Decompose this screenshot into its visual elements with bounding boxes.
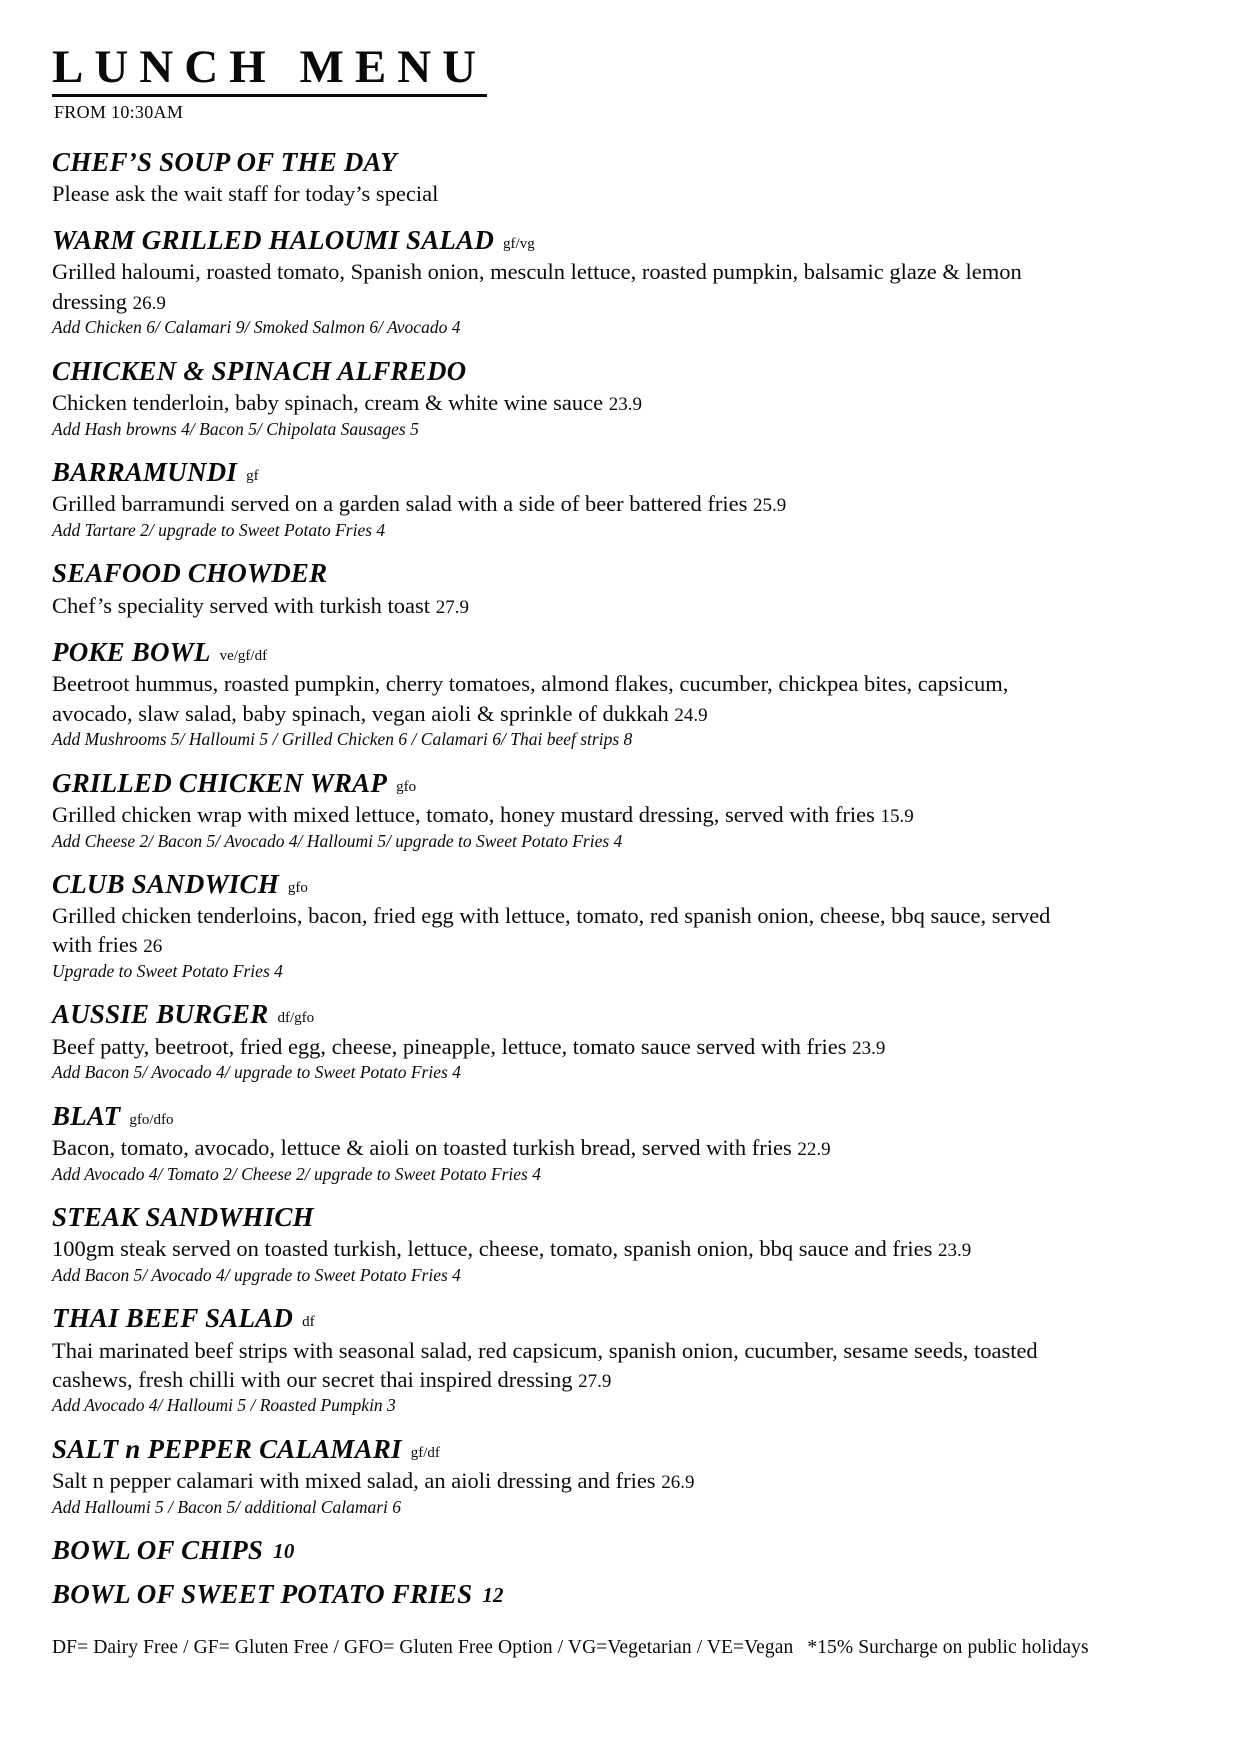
menu-item [52,356,1187,440]
menu-item-name: SALT n PEPPER CALAMARI gf/df [52,1433,440,1464]
menu-item-description [52,800,1052,830]
menu-item-addons: Add Avocado 4/ Halloumi 5 / Roasted Pumpkin 3 [52,1395,396,1416]
menu-item-name: BARRAMUNDI gf [52,457,259,487]
menu-item [52,558,1187,620]
menu-item-addons: Add Hash browns 4/ Bacon 5/ Chipolata Sausages 5 [52,418,419,439]
dietary-tag: gfo [287,879,308,896]
menu-item-description [52,1234,1052,1264]
menu-item-addons: Upgrade to Sweet Potato Fries 4 [52,961,283,982]
menu-item-price: 26 [143,936,163,958]
menu-item-price: 26.9 [661,1472,695,1494]
menu-item-name: CHICKEN & SPINACH ALFREDO [52,355,467,386]
menu-item [52,1434,1187,1518]
menu-item [52,768,1187,852]
description-text: Bacon, tomato, avocado, lettuce & aioli on toasted turkish bread, served with fries [52,1134,792,1160]
menu-item [52,999,1187,1083]
dietary-legend [52,1636,1187,1659]
menu-item-price: 12 [482,1583,504,1608]
menu-item-name: WARM GRILLED HALOUMI SALAD gf/vg [52,225,535,256]
dietary-tag: gf [246,468,259,484]
menu-item [52,1535,1187,1565]
description-text: Grilled chicken wrap with mixed lettuce, tomato, honey mustard dressing, served with fries [52,801,875,827]
menu-item-name: CLUB SANDWICH gfo [52,868,308,899]
menu-item-addons: Add Cheese 2/ Bacon 5/ Avocado 4/ Halloumi 5/ upgrade to Sweet Potato Fries 4 [52,830,623,851]
dietary-tag: gf/vg [503,236,535,253]
menu-item-description [52,1032,1052,1062]
menu-item-name: BOWL OF CHIPS 10 [52,1535,295,1566]
menu-item-description [52,1133,1052,1163]
description-text: Chicken tenderloin, baby spinach, cream & white wine sauce [52,389,604,415]
description-text: Grilled haloumi, roasted tomato, Spanish onion, mesculn lettuce, roasted pumpkin, balsamic glaze & lemon dressing [52,259,1022,314]
menu-item-addons: Add Chicken 6/ Calamari 9/ Smoked Salmon 6/ Avocado 4 [52,317,461,338]
menu-item-price: 25.9 [752,495,787,517]
menu-item-price: 23.9 [938,1240,972,1262]
description-text: Please ask the wait staff for today’s special [52,180,439,206]
menu-item-addons: Add Avocado 4/ Tomato 2/ Cheese 2/ upgrade to Sweet Potato Fries 4 [52,1163,541,1184]
menu-item [52,1101,1187,1185]
description-text: Chef’s speciality served with turkish toast [52,592,431,618]
menu-item-description [52,591,1052,621]
menu-item [52,1579,1187,1609]
menu-item-description [52,1336,1052,1395]
surcharge-note: *15% Surcharge on public holidays [807,1636,1089,1658]
menu-item-description [52,388,1052,418]
menu-item-description [52,669,1052,728]
description-text: Beef patty, beetroot, fried egg, cheese, pineapple, lettuce, tomato sauce served with fries [52,1033,847,1059]
menu-item-price: 10 [273,1539,295,1564]
menu-item [52,147,1187,208]
menu-item-name: BLAT gfo/dfo [52,1100,174,1131]
dietary-tag: gfo/dfo [129,1111,174,1128]
menu-item-description [52,1466,1052,1496]
menu-item-description [52,901,1052,960]
menu-item-price: 22.9 [797,1138,831,1160]
dietary-tag: df [302,1314,315,1331]
legend-abbreviations: DF= Dairy Free / GF= Gluten Free / GFO= Gluten Free Option / VG=Vegetarian / VE=Vegan [52,1636,794,1658]
menu-item-name: AUSSIE BURGER df/gfo [52,999,315,1030]
dietary-tag: ve/gf/df [219,648,268,665]
menu-item-name: POKE BOWL ve/gf/df [52,637,268,668]
menu-item-name: CHEF’S SOUP OF THE DAY [52,146,397,177]
menu-item [52,225,1187,339]
menu-item-addons: Add Bacon 5/ Avocado 4/ upgrade to Sweet Potato Fries 4 [52,1264,461,1285]
menu-item [52,1303,1187,1417]
service-hours: FROM 10:30AM [54,101,184,122]
description-text: Salt n pepper calamari with mixed salad, an aioli dressing and fries [52,1468,656,1494]
dietary-tag: gfo [396,778,417,795]
menu-item-price: 24.9 [674,704,708,726]
menu-item-list [52,147,1187,1610]
menu-item-name: GRILLED CHICKEN WRAP gfo [52,767,417,798]
dietary-tag: df/gfo [277,1010,315,1027]
menu-item-addons: Add Bacon 5/ Avocado 4/ upgrade to Sweet Potato Fries 4 [52,1062,461,1083]
menu-item-price: 27.9 [578,1370,612,1392]
menu-item-name: SEAFOOD CHOWDER [52,558,328,589]
menu-item-price: 27.9 [435,596,469,618]
menu-item-price: 15.9 [880,805,914,827]
menu-item [52,457,1187,541]
menu-item-description [52,489,1052,519]
menu-item [52,869,1187,983]
dietary-tag: gf/df [410,1444,440,1461]
menu-item-addons: Add Mushrooms 5/ Halloumi 5 / Grilled Chicken 6 / Calamari 6/ Thai beef strips 8 [52,729,633,750]
menu-item-price: 26.9 [132,292,166,314]
menu-item-addons: Add Halloumi 5 / Bacon 5/ additional Calamari 6 [52,1496,402,1517]
description-text: Beetroot hummus, roasted pumpkin, cherry tomatoes, almond flakes, cucumber, chickpea bites, capsicum, avocado, slaw salad, baby spinach, vegan aioli & sprinkle of dukkah [52,671,1009,726]
description-text: Thai marinated beef strips with seasonal salad, red capsicum, spanish onion, cucumber, sesame seeds, toasted cashews, fresh chilli with our secret thai inspired dressing [52,1337,1038,1392]
masthead [52,41,1187,123]
menu-item [52,637,1187,751]
menu-item-description [52,257,1052,316]
description-text: 100gm steak served on toasted turkish, lettuce, cheese, tomato, spanish onion, bbq sauce and fries [52,1236,933,1262]
description-text: Grilled chicken tenderloins, bacon, fried egg with lettuce, tomato, red spanish onion, cheese, bbq sauce, served with fries [52,903,1051,958]
menu-item-name: THAI BEEF SALAD df [52,1303,315,1334]
menu-item-addons: Add Tartare 2/ upgrade to Sweet Potato Fries 4 [52,519,386,540]
menu-item-description [52,179,1052,208]
page-title: LUNCH MENU [52,44,487,97]
menu-item [52,1202,1187,1286]
menu-item-price: 23.9 [608,393,642,415]
menu-item-price: 23.9 [852,1037,886,1059]
menu-item-name: STEAK SANDWHICH [52,1202,314,1233]
menu-item-name: BOWL OF SWEET POTATO FRIES 12 [52,1579,504,1610]
description-text: Grilled barramundi served on a garden salad with a side of beer battered fries [52,491,748,517]
